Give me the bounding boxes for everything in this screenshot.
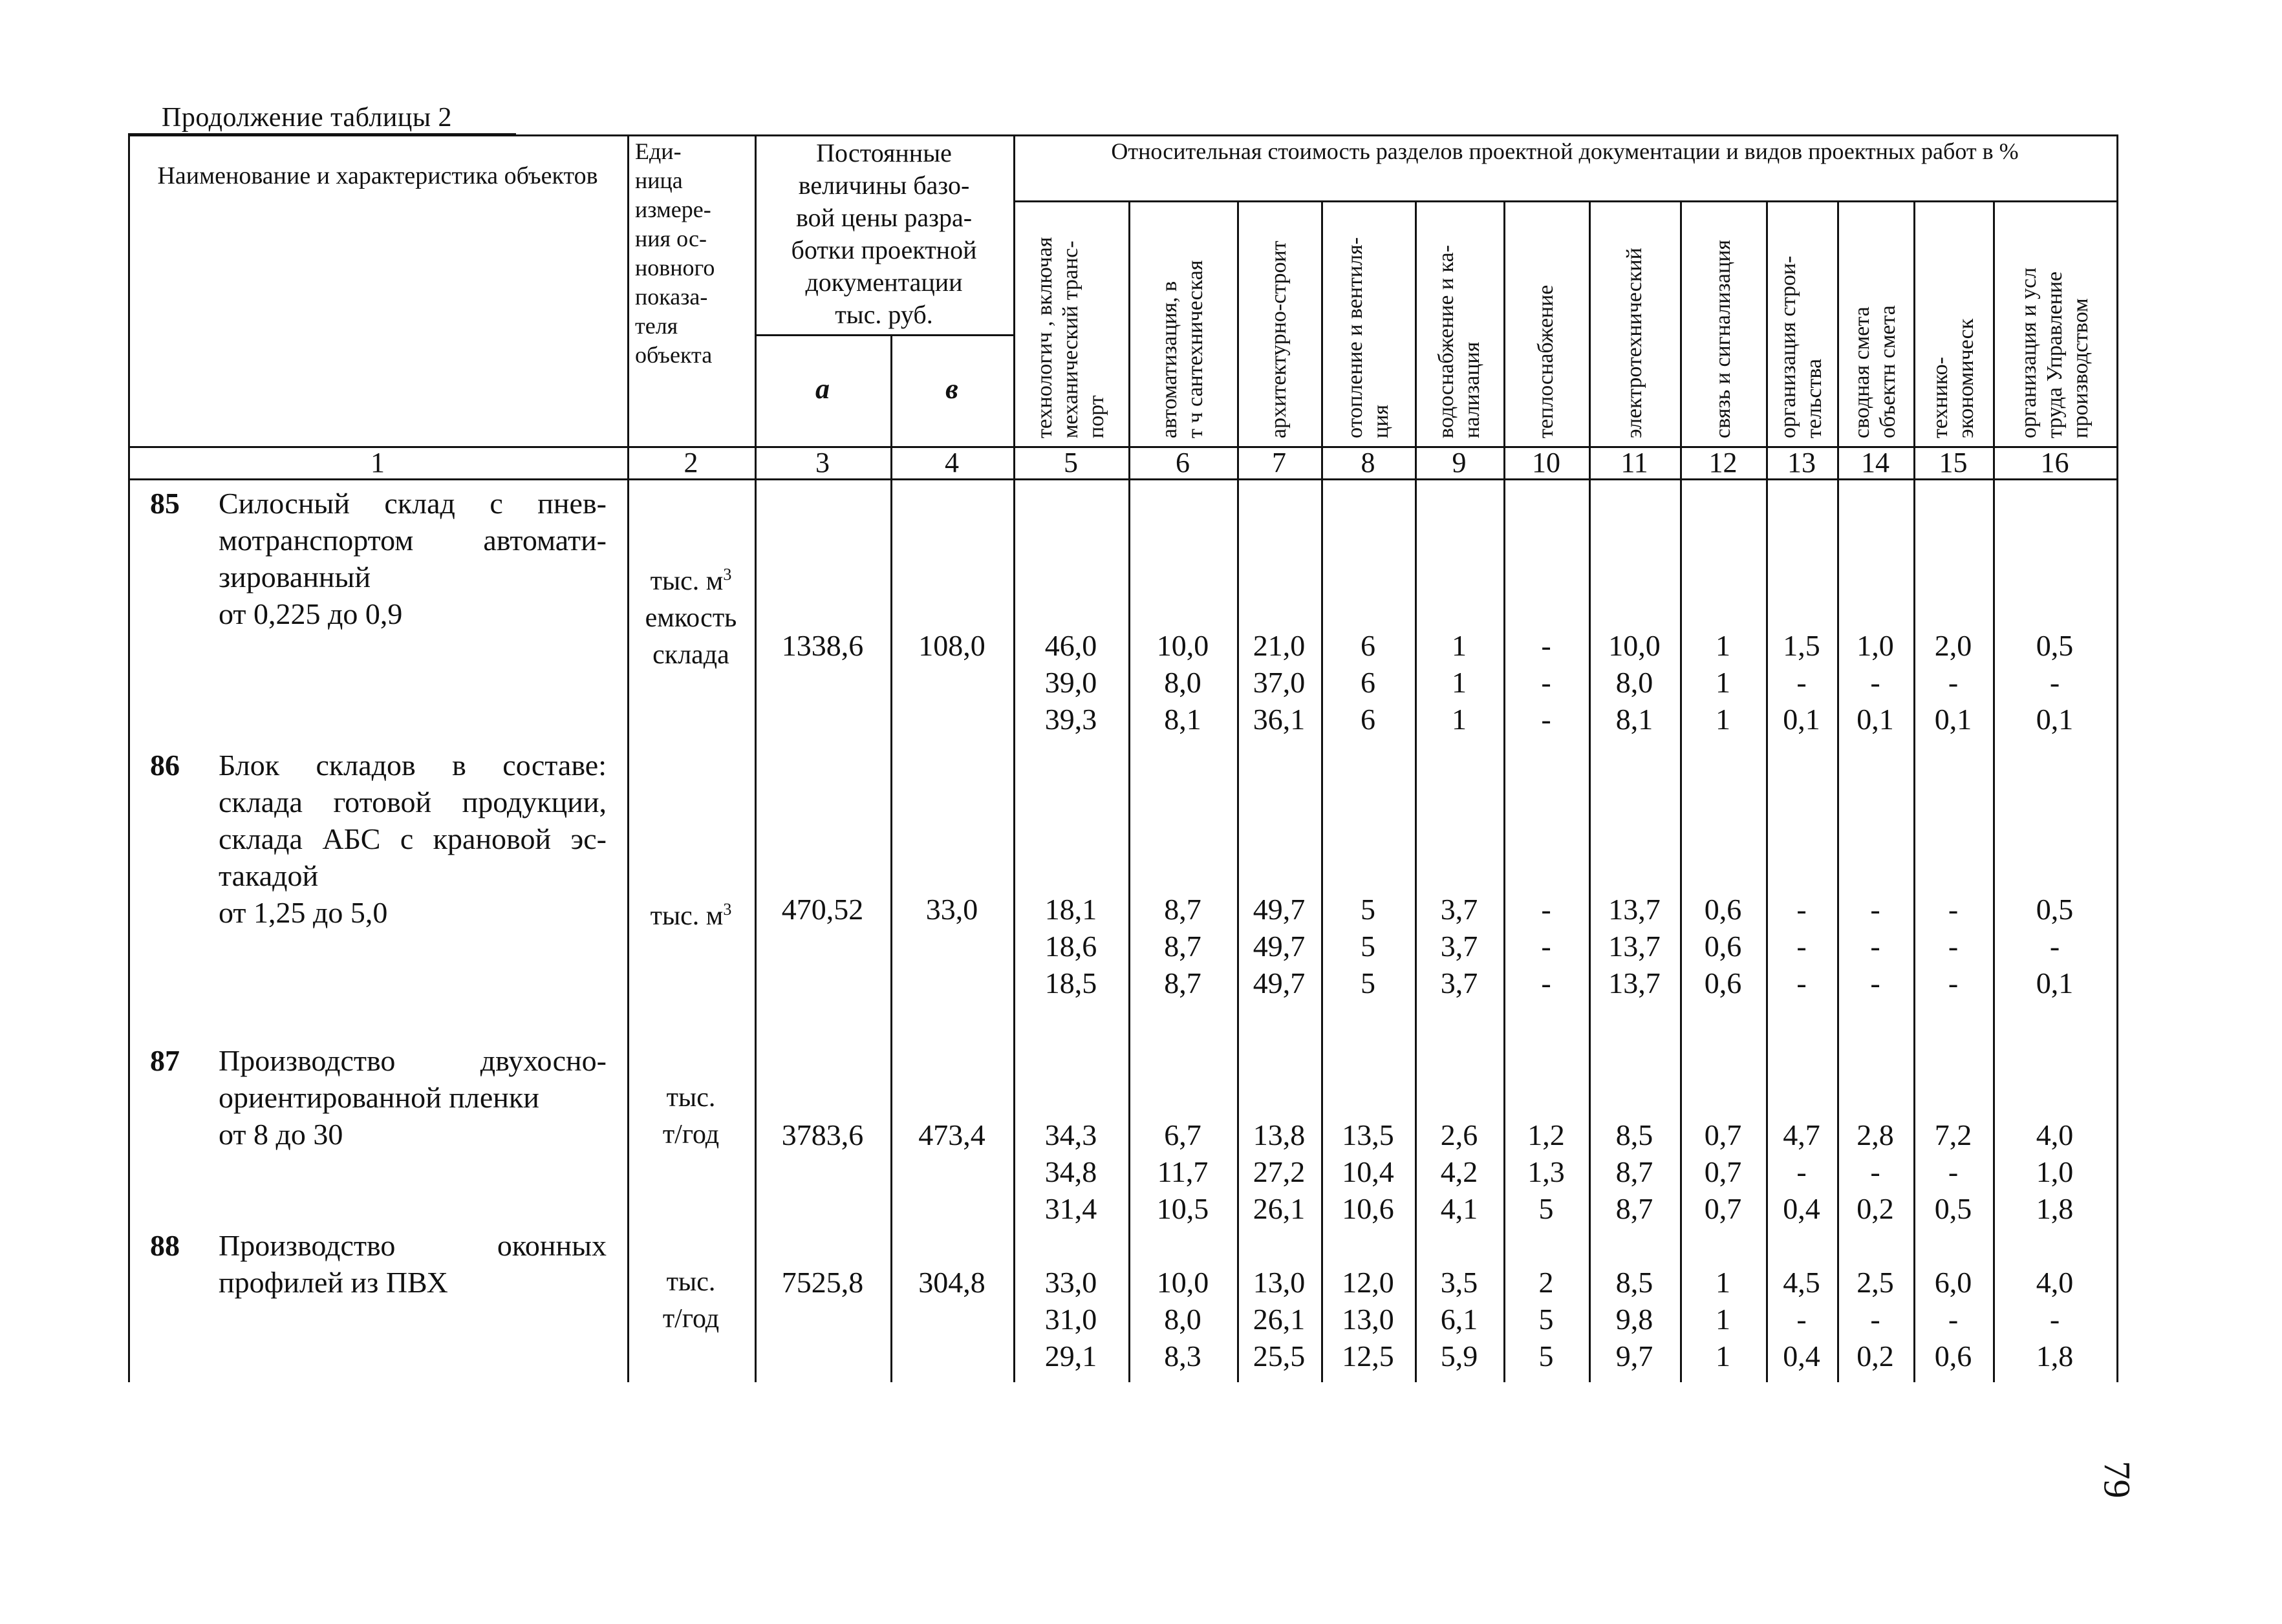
row-unit bbox=[627, 891, 755, 935]
header-section-8 bbox=[1342, 237, 1394, 438]
row-percent-value: 0,7 bbox=[1704, 1118, 1742, 1151]
row-percent-value: 1,0 bbox=[2036, 1155, 2074, 1188]
row-percent-value: 4,0 bbox=[2036, 1118, 2074, 1151]
row-percent-value: 2,8 bbox=[1857, 1118, 1894, 1151]
row-percent-value: - bbox=[2049, 1303, 2060, 1336]
row-percent-value: 34,3 bbox=[1044, 1118, 1097, 1151]
row-percent-value: 1,5 bbox=[1783, 629, 1820, 662]
row-name-line: от 0,225 до 0,9 bbox=[219, 597, 403, 630]
row-percent-value: 9,8 bbox=[1615, 1303, 1653, 1336]
header-section-line: производством bbox=[2068, 298, 2093, 438]
row-percent-value: 4,1 bbox=[1440, 1192, 1478, 1225]
row-percent-value: - bbox=[1870, 1303, 1880, 1336]
row-percent-value: 12,5 bbox=[1342, 1340, 1394, 1373]
header-unit bbox=[635, 137, 749, 370]
row-percent-value: 3,7 bbox=[1440, 893, 1478, 926]
row-percent-value: 8,7 bbox=[1615, 1155, 1653, 1188]
row-percent-value: 25,5 bbox=[1253, 1340, 1306, 1373]
row-percent-value: 1,8 bbox=[2036, 1340, 2074, 1373]
column-number: 12 bbox=[1708, 447, 1738, 478]
column-number: 3 bbox=[815, 447, 830, 478]
header-section-line: нализация bbox=[1459, 341, 1484, 438]
page-number: 79 bbox=[2096, 1460, 2138, 1499]
header-base-price-line: документации bbox=[805, 268, 963, 297]
row-percent-value: 10,6 bbox=[1342, 1192, 1394, 1225]
row-percent-value: 0,1 bbox=[2036, 967, 2074, 999]
row-percent-value: - bbox=[1796, 930, 1807, 963]
header-section-line: архитектурно-строит bbox=[1267, 240, 1291, 438]
row-percent-value: - bbox=[1541, 629, 1551, 662]
row-percent-value: - bbox=[2049, 666, 2060, 699]
header-base-price-line: Постоянные bbox=[816, 138, 952, 167]
row-name-line: от 8 до 30 bbox=[219, 1118, 343, 1151]
row-percent-value: - bbox=[1948, 666, 1959, 699]
row-percent-value: 3,5 bbox=[1440, 1266, 1478, 1299]
row-percent-value: 0,5 bbox=[2036, 629, 2074, 662]
header-section-line: порт bbox=[1084, 395, 1108, 438]
row-base-b: 473,4 bbox=[918, 1118, 985, 1151]
header-unit-line: ница bbox=[635, 167, 683, 193]
row-percent-value: - bbox=[1796, 666, 1807, 699]
row-percent-value: 0,1 bbox=[1857, 703, 1894, 736]
row-percent-value: 2,5 bbox=[1857, 1266, 1894, 1299]
row-percent-value: - bbox=[1948, 1155, 1959, 1188]
header-section-6 bbox=[1157, 260, 1209, 438]
row-percent-value: 13,5 bbox=[1342, 1118, 1394, 1151]
row-percent-value: 4,5 bbox=[1783, 1266, 1820, 1299]
row-percent-value: 49,7 bbox=[1253, 967, 1306, 999]
row-base-b: 33,0 bbox=[925, 893, 978, 926]
row-percent-value: 2 bbox=[1538, 1266, 1554, 1299]
row-percent-value: - bbox=[1796, 893, 1807, 926]
row-percent-value: 8,1 bbox=[1615, 703, 1653, 736]
header-unit-line: Еди- bbox=[635, 138, 682, 164]
row-unit-line: т/год bbox=[662, 1120, 720, 1149]
row-percent-value: - bbox=[1870, 930, 1880, 963]
row-percent-value: 21,0 bbox=[1253, 629, 1306, 662]
row-percent-value: - bbox=[1541, 666, 1551, 699]
header-section-line: механический транс- bbox=[1059, 240, 1082, 438]
row-number: 88 bbox=[150, 1229, 180, 1262]
row-percent-value: 0,1 bbox=[1934, 703, 1972, 736]
row-name-line: склада готовой продукции, bbox=[219, 785, 607, 818]
rule-ab-top bbox=[755, 334, 1015, 336]
row-unit-line: емкость bbox=[645, 603, 737, 633]
row-percent-value: - bbox=[1948, 930, 1959, 963]
header-section-line: автоматизация, в bbox=[1157, 281, 1181, 438]
header-section-10 bbox=[1533, 285, 1559, 438]
row-percent-value: 2,0 bbox=[1934, 629, 1972, 662]
row-percent-value: 0,2 bbox=[1857, 1340, 1894, 1373]
row-percent-value: 3,7 bbox=[1440, 967, 1478, 999]
row-percent-value: - bbox=[1948, 967, 1959, 999]
header-section-11 bbox=[1622, 248, 1648, 438]
row-percent-value: 4,7 bbox=[1783, 1118, 1820, 1151]
row-name bbox=[219, 747, 607, 931]
row-unit-line: тыс. bbox=[666, 1083, 716, 1113]
row-percent-value: 6,7 bbox=[1164, 1118, 1201, 1151]
column-number: 2 bbox=[684, 447, 698, 478]
row-name-line: от 1,25 до 5,0 bbox=[219, 896, 388, 929]
rule-right bbox=[2116, 134, 2118, 1382]
row-unit-line: тыс. $м^3$ bbox=[650, 565, 732, 596]
row-base-b: 304,8 bbox=[918, 1266, 985, 1299]
row-percent-value: 5 bbox=[1361, 893, 1375, 926]
row-percent-value: 0,4 bbox=[1783, 1340, 1820, 1373]
header-unit-line: объекта bbox=[635, 342, 713, 368]
row-percent-value: 0,5 bbox=[2036, 893, 2074, 926]
header-base-price bbox=[755, 137, 1013, 331]
row-name-line: Производство оконных bbox=[219, 1229, 607, 1262]
row-percent-value: 10,4 bbox=[1342, 1155, 1394, 1188]
row-percent-value: 6,0 bbox=[1934, 1266, 1972, 1299]
header-unit-line: измере- bbox=[635, 197, 711, 222]
header-section-line: связь и сигнализация bbox=[1710, 240, 1735, 438]
row-percent-value: 8,5 bbox=[1615, 1118, 1653, 1151]
row-percent-value: 13,7 bbox=[1608, 893, 1661, 926]
row-percent-value: 8,0 bbox=[1164, 666, 1201, 699]
header-base-price-line: вой цены разра- bbox=[795, 203, 973, 232]
row-percent-value: 5 bbox=[1361, 930, 1375, 963]
row-percent-value: - bbox=[1870, 893, 1880, 926]
row-percent-value: 39,0 bbox=[1044, 666, 1097, 699]
header-section-line: труда Управление bbox=[2042, 271, 2067, 438]
row-percent-value: 8,3 bbox=[1164, 1340, 1201, 1373]
row-percent-value: - bbox=[1948, 1303, 1959, 1336]
rule-left bbox=[128, 134, 130, 1382]
row-percent-value: 18,1 bbox=[1044, 893, 1097, 926]
column-number: 11 bbox=[1620, 447, 1648, 478]
header-section-line: отопление и вентиля- bbox=[1342, 237, 1367, 438]
row-percent-value: 31,0 bbox=[1044, 1303, 1097, 1336]
header-section-14 bbox=[1849, 305, 1901, 438]
row-percent-value: 0,7 bbox=[1704, 1155, 1742, 1188]
header-section-line: экономическ bbox=[1954, 318, 1978, 438]
column-number: 1 bbox=[371, 447, 385, 478]
row-percent-value: 1,8 bbox=[2036, 1192, 2074, 1225]
row-percent-value: 0,6 bbox=[1704, 893, 1742, 926]
row-percent-value: - bbox=[1541, 893, 1551, 926]
row-percent-value: 36,1 bbox=[1253, 703, 1306, 736]
header-unit-line: ния ос- bbox=[635, 226, 707, 251]
column-number: 7 bbox=[1272, 447, 1286, 478]
row-percent-value: 1 bbox=[1452, 666, 1467, 699]
row-base-a: 1338,6 bbox=[781, 629, 864, 662]
row-percent-value: 13,7 bbox=[1608, 967, 1661, 999]
rule-top bbox=[128, 134, 2118, 136]
header-section-5 bbox=[1032, 237, 1110, 438]
row-percent-value: - bbox=[2049, 930, 2060, 963]
row-percent-value: 0,1 bbox=[1783, 703, 1820, 736]
row-percent-value: 8,1 bbox=[1164, 703, 1201, 736]
header-unit-line: теля bbox=[635, 313, 678, 339]
row-base-a: 7525,8 bbox=[781, 1266, 864, 1299]
row-percent-value: 5 bbox=[1538, 1192, 1554, 1225]
header-a: а bbox=[815, 373, 830, 405]
row-percent-value: - bbox=[1870, 1155, 1880, 1188]
header-unit-line: показа- bbox=[635, 284, 708, 310]
row-percent-value: - bbox=[1796, 1155, 1807, 1188]
row-percent-value: 5 bbox=[1361, 967, 1375, 999]
row-percent-value: 8,7 bbox=[1164, 930, 1201, 963]
header-section-12 bbox=[1710, 240, 1736, 438]
row-name-line: такадой bbox=[219, 859, 319, 892]
row-percent-value: 1,3 bbox=[1527, 1155, 1565, 1188]
row-base-b: 108,0 bbox=[918, 629, 985, 662]
column-number: 8 bbox=[1361, 447, 1375, 478]
cost-table bbox=[128, 134, 2116, 1382]
row-percent-value: 0,5 bbox=[1934, 1192, 1972, 1225]
row-percent-value: 0,6 bbox=[1704, 930, 1742, 963]
row-percent-value: 11,7 bbox=[1157, 1155, 1209, 1188]
row-percent-value: 1 bbox=[1452, 629, 1467, 662]
row-number: 85 bbox=[150, 487, 180, 520]
row-percent-value: 8,0 bbox=[1164, 1303, 1201, 1336]
row-percent-value: 5 bbox=[1538, 1340, 1554, 1373]
row-number: 86 bbox=[150, 749, 180, 782]
row-percent-value: 12,0 bbox=[1342, 1266, 1394, 1299]
row-percent-value: 1,0 bbox=[1857, 629, 1894, 662]
row-unit bbox=[627, 556, 755, 674]
header-section-line: ция bbox=[1368, 404, 1393, 438]
row-percent-value: 46,0 bbox=[1044, 629, 1097, 662]
row-percent-value: 10,0 bbox=[1156, 1266, 1209, 1299]
header-section-line: т ч сантехническая bbox=[1183, 260, 1207, 438]
row-percent-value: - bbox=[1796, 1303, 1807, 1336]
header-section-16 bbox=[2016, 268, 2094, 438]
row-percent-value: 9,7 bbox=[1615, 1340, 1653, 1373]
row-name bbox=[219, 485, 607, 632]
header-section-13 bbox=[1776, 256, 1827, 438]
column-number: 15 bbox=[1939, 447, 1968, 478]
row-percent-value: 31,4 bbox=[1044, 1192, 1097, 1225]
rule-group-bottom bbox=[1013, 200, 2118, 202]
header-unit-line: новного bbox=[635, 255, 715, 281]
row-unit bbox=[627, 1080, 755, 1153]
row-percent-value: 0,6 bbox=[1704, 967, 1742, 999]
header-section-line: сводная смета bbox=[1850, 306, 1874, 438]
row-percent-value: 1 bbox=[1716, 1340, 1730, 1373]
header-base-price-line: тыс. руб. bbox=[835, 300, 933, 329]
row-percent-value: 0,1 bbox=[2036, 703, 2074, 736]
column-number: 14 bbox=[1861, 447, 1889, 478]
row-percent-value: 1 bbox=[1452, 703, 1467, 736]
row-percent-value: 8,7 bbox=[1164, 893, 1201, 926]
column-number: 13 bbox=[1787, 447, 1816, 478]
row-percent-value: 4,2 bbox=[1440, 1155, 1478, 1188]
header-section-7 bbox=[1266, 240, 1292, 438]
row-percent-value: 1 bbox=[1716, 1266, 1730, 1299]
row-percent-value: 37,0 bbox=[1253, 666, 1306, 699]
row-percent-value: 1 bbox=[1716, 629, 1730, 662]
row-percent-value: 13,8 bbox=[1253, 1118, 1306, 1151]
row-percent-value: 13,0 bbox=[1253, 1266, 1306, 1299]
row-percent-value: 6,1 bbox=[1440, 1303, 1478, 1336]
header-section-line: организация строи- bbox=[1776, 255, 1800, 438]
header-section-15 bbox=[1928, 319, 1979, 438]
row-percent-value: 18,5 bbox=[1044, 967, 1097, 999]
row-percent-value: 13,7 bbox=[1608, 930, 1661, 963]
row-percent-value: 26,1 bbox=[1253, 1303, 1306, 1336]
rule-v bbox=[890, 334, 892, 1382]
header-section-line: электротехнический bbox=[1622, 248, 1646, 438]
rule-v bbox=[627, 134, 629, 1382]
header-section-line: водоснабжение и ка- bbox=[1434, 244, 1458, 438]
column-number: 6 bbox=[1176, 447, 1190, 478]
row-percent-value: 4,0 bbox=[2036, 1266, 2074, 1299]
row-percent-value: 18,6 bbox=[1044, 930, 1097, 963]
row-unit-line: тыс. bbox=[666, 1267, 716, 1297]
row-percent-value: - bbox=[1948, 893, 1959, 926]
row-name bbox=[219, 1042, 607, 1153]
row-name-line: зированный bbox=[219, 561, 371, 593]
row-percent-value: 26,1 bbox=[1253, 1192, 1306, 1225]
row-name-line: ориентированной пленки bbox=[219, 1081, 539, 1114]
row-percent-value: 10,0 bbox=[1608, 629, 1661, 662]
row-percent-value: - bbox=[1870, 666, 1880, 699]
row-percent-value: 29,1 bbox=[1044, 1340, 1097, 1373]
row-percent-value: 1 bbox=[1716, 1303, 1730, 1336]
row-percent-value: - bbox=[1541, 703, 1551, 736]
row-percent-value: 34,8 bbox=[1044, 1155, 1097, 1188]
row-name-line: Производство двухосно- bbox=[219, 1044, 607, 1077]
row-percent-value: 1 bbox=[1716, 703, 1730, 736]
row-percent-value: 0,7 bbox=[1704, 1192, 1742, 1225]
row-percent-value: 0,6 bbox=[1934, 1340, 1972, 1373]
row-percent-value: 49,7 bbox=[1253, 930, 1306, 963]
row-name bbox=[219, 1227, 607, 1301]
row-name-line: профилей из ПВХ bbox=[219, 1266, 448, 1299]
row-percent-value: 0,4 bbox=[1783, 1192, 1820, 1225]
header-section-line: технико- bbox=[1928, 356, 1952, 438]
row-name-line: Блок складов в составе: bbox=[219, 749, 607, 782]
row-percent-value: 8,5 bbox=[1615, 1266, 1653, 1299]
table-caption: Продолжение таблицы 2 bbox=[162, 103, 453, 133]
header-section-line: теплоснабжение bbox=[1534, 284, 1558, 438]
row-percent-value: 6 bbox=[1361, 703, 1375, 736]
row-percent-value: - bbox=[1541, 967, 1551, 999]
header-name: Наименование и характеристика объектов bbox=[157, 162, 598, 189]
row-percent-value: 5,9 bbox=[1440, 1340, 1478, 1373]
row-name-line: Силосный склад с пнев- bbox=[219, 487, 607, 520]
row-percent-value: 8,7 bbox=[1615, 1192, 1653, 1225]
row-percent-value: - bbox=[1541, 930, 1551, 963]
row-percent-value: 5 bbox=[1538, 1303, 1554, 1336]
row-percent-value: 8,7 bbox=[1164, 967, 1201, 999]
row-percent-value: 7,2 bbox=[1934, 1118, 1972, 1151]
header-base-price-line: ботки проектной bbox=[791, 235, 977, 264]
row-unit-line: т/год bbox=[662, 1304, 720, 1334]
header-section-9 bbox=[1434, 245, 1485, 438]
row-name-line: мотранспортом автомати- bbox=[219, 524, 607, 557]
row-percent-value: 33,0 bbox=[1044, 1266, 1097, 1299]
row-percent-value: 3,7 bbox=[1440, 930, 1478, 963]
row-percent-value: - bbox=[1870, 967, 1880, 999]
row-base-a: 470,52 bbox=[781, 893, 864, 926]
row-name-line: склада АБС с крановой эс- bbox=[219, 822, 607, 855]
column-number: 4 bbox=[945, 447, 959, 478]
row-unit bbox=[627, 1264, 755, 1338]
column-number: 9 bbox=[1452, 447, 1467, 478]
row-percent-value: - bbox=[1796, 967, 1807, 999]
row-percent-value: 1 bbox=[1716, 666, 1730, 699]
row-percent-value: 1,2 bbox=[1527, 1118, 1565, 1151]
column-number: 10 bbox=[1532, 447, 1560, 478]
header-section-line: тельства bbox=[1802, 358, 1826, 438]
row-number: 87 bbox=[150, 1044, 180, 1077]
row-percent-value: 49,7 bbox=[1253, 893, 1306, 926]
row-percent-value: 10,5 bbox=[1156, 1192, 1209, 1225]
row-percent-value: 6 bbox=[1361, 666, 1375, 699]
row-percent-value: 6 bbox=[1361, 629, 1375, 662]
row-percent-value: 27,2 bbox=[1253, 1155, 1306, 1188]
header-relative-cost: Относительная стоимость разделов проектной документации и видов проектных работ в % bbox=[1111, 138, 2019, 164]
row-base-a: 3783,6 bbox=[781, 1118, 864, 1151]
row-percent-value: 0,2 bbox=[1857, 1192, 1894, 1225]
column-number: 5 bbox=[1064, 447, 1078, 478]
column-number: 16 bbox=[2040, 447, 2069, 478]
header-section-line: технологич , включая bbox=[1033, 237, 1057, 438]
header-section-line: организация и усл bbox=[2016, 267, 2041, 438]
row-percent-value: 10,0 bbox=[1156, 629, 1209, 662]
row-unit-line: тыс. $м^3$ bbox=[650, 900, 732, 931]
row-percent-value: 39,3 bbox=[1044, 703, 1097, 736]
row-unit-line: склада bbox=[652, 640, 729, 670]
row-percent-value: 13,0 bbox=[1342, 1303, 1394, 1336]
row-percent-value: 8,0 bbox=[1615, 666, 1653, 699]
header-base-price-line: величины базо- bbox=[798, 171, 970, 200]
row-percent-value: 2,6 bbox=[1440, 1118, 1478, 1151]
header-b: в bbox=[945, 373, 958, 405]
header-section-line: объектн смета bbox=[1876, 305, 1900, 438]
